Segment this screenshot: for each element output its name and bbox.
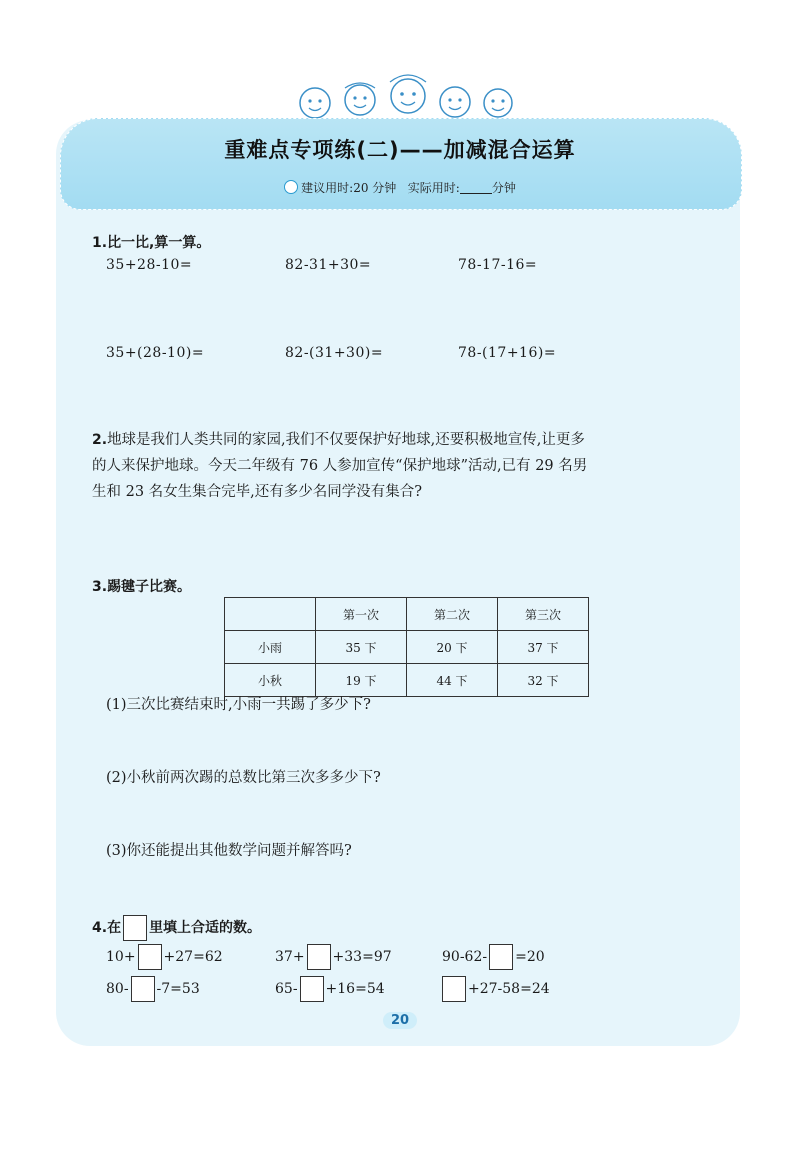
- page-title: 重难点专项练(二)——加减混合运算: [224, 138, 576, 162]
- q2-line-2: 的人来保护地球。今天二年级有 76 人参加宣传“保护地球”活动,已有 29 名男: [92, 458, 588, 474]
- table-cell: 35 下: [316, 631, 407, 664]
- table-header-row: [225, 598, 589, 631]
- q1-text: 比一比,算一算。: [107, 235, 211, 251]
- q4-post: 里填上合适的数。: [149, 920, 262, 936]
- table-corner: [225, 598, 316, 631]
- q3-sub-3: (3)你还能提出其他数学问题并解答吗?: [106, 843, 352, 859]
- q1-expr-2: 82-31+30=: [285, 257, 372, 273]
- sample-box: [123, 915, 147, 941]
- q4-item-1: 10+ +27=62: [106, 944, 223, 970]
- q3-sub-1: (1)三次比赛结束时,小雨一共踢了多少下?: [106, 697, 371, 713]
- q1-expr-1: 35+28-10=: [106, 257, 193, 273]
- table-cell: 37 下: [498, 631, 589, 664]
- table-cell: 小秋: [225, 664, 316, 697]
- answer-box[interactable]: [489, 944, 513, 970]
- table-cell: 20 下: [407, 631, 498, 664]
- q4-number: 4.: [92, 920, 108, 936]
- q1-expr-4: 35+(28-10)=: [106, 345, 205, 361]
- q4-item-4: 80- -7=53: [106, 976, 200, 1002]
- q4-heading: [92, 915, 261, 941]
- q4-item-3: 90-62- =20: [442, 944, 545, 970]
- suggested-time: 建议用时:20 分钟: [301, 181, 397, 195]
- q1-heading: [92, 232, 210, 252]
- table-header: 第一次: [316, 598, 407, 631]
- actual-time-blank[interactable]: [460, 181, 492, 194]
- score-table: [224, 597, 589, 697]
- q4-item-5: 65- +16=54: [275, 976, 385, 1002]
- table-cell: 19 下: [316, 664, 407, 697]
- table-cell: 小雨: [225, 631, 316, 664]
- q3-heading: [92, 576, 191, 596]
- answer-box[interactable]: [300, 976, 324, 1002]
- answer-box[interactable]: [138, 944, 162, 970]
- q2-line-3: 生和 23 名女生集合完毕,还有多少名同学没有集合?: [92, 484, 423, 500]
- answer-box[interactable]: [307, 944, 331, 970]
- q1-expr-6: 78-(17+16)=: [458, 345, 557, 361]
- clock-icon: [284, 180, 298, 194]
- time-info: [60, 179, 740, 196]
- actual-time-label: 实际用时:: [407, 181, 460, 195]
- q3-sub-2: (2)小秋前两次踢的总数比第三次多多少下?: [106, 770, 381, 786]
- page-number: 20: [370, 1013, 430, 1028]
- table-cell: 32 下: [498, 664, 589, 697]
- q2-line-1: 2.地球是我们人类共同的家园,我们不仅要保护好地球,还要积极地宣传,让更多: [92, 432, 585, 448]
- q1-expr-5: 82-(31+30)=: [285, 345, 384, 361]
- actual-time-unit: 分钟: [491, 181, 516, 195]
- q4-pre: 在: [107, 920, 122, 936]
- q2-text: [92, 427, 732, 505]
- q1-expr-3: 78-17-16=: [458, 257, 538, 273]
- answer-box[interactable]: [131, 976, 155, 1002]
- answer-box[interactable]: [442, 976, 466, 1002]
- title-banner: [60, 118, 742, 210]
- q3-text: 踢毽子比赛。: [107, 579, 192, 595]
- q4-item-6: +27-58=24: [440, 976, 550, 1002]
- q4-item-2: 37+ +33=97: [275, 944, 392, 970]
- table-header: 第二次: [407, 598, 498, 631]
- table-row: [225, 631, 589, 664]
- q1-number: 1.: [92, 235, 108, 251]
- q3-number: 3.: [92, 579, 108, 595]
- table-header: 第三次: [498, 598, 589, 631]
- table-cell: 44 下: [407, 664, 498, 697]
